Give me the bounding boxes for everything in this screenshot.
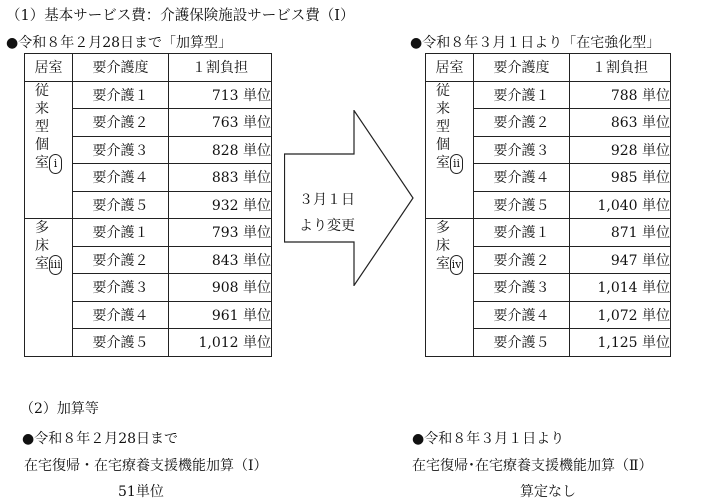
care-level-cell: 要介護３ (73, 274, 169, 302)
room-type-code (49, 154, 62, 174)
addition-after-caption: ●令和８年３月１日より (412, 431, 565, 447)
care-level-cell: 要介護１ (474, 219, 570, 247)
cost-cell: 1,040 単位 (570, 191, 671, 219)
cost-cell: 843 単位 (169, 246, 272, 274)
care-level-cell: 要介護５ (73, 191, 169, 219)
room-type-code (49, 255, 62, 275)
header-room: 居室 (426, 54, 474, 82)
cost-cell: 863 単位 (570, 109, 671, 137)
room-type-char: 型 (35, 118, 49, 135)
care-level-cell: 要介護３ (474, 274, 570, 302)
room-type-char: 室 (436, 256, 450, 272)
header-care-level: 要介護度 (73, 54, 169, 82)
cost-cell: 828 単位 (169, 136, 272, 164)
cost-cell: 947 単位 (570, 246, 671, 274)
cost-cell: 713 単位 (169, 81, 272, 109)
left-table-caption: ●令和８年２月28日まで「加算型」 (6, 35, 233, 51)
cost-cell: 871 単位 (570, 219, 671, 247)
room-type-code-text: ii (452, 156, 461, 170)
room-type-char: 室 (436, 154, 450, 171)
room-type-char: 型 (436, 118, 450, 135)
section-2-heading: （2）加算等 (20, 401, 99, 417)
room-type-label (436, 219, 450, 273)
care-level-cell: 要介護２ (73, 246, 169, 274)
care-level-cell: 要介護５ (474, 191, 570, 219)
cost-cell: 908 単位 (169, 274, 272, 302)
table-header-row (426, 54, 671, 82)
cost-cell: 763 単位 (169, 109, 272, 137)
arrow-label-line1: ３月１日 (299, 192, 355, 208)
table-row (25, 219, 272, 247)
care-level-cell: 要介護１ (474, 81, 570, 109)
cost-cell: 883 単位 (169, 164, 272, 192)
care-level-cell: 要介護４ (474, 301, 570, 329)
table-row (426, 81, 671, 109)
section-1-heading: （1）基本サービス費：介護保険施設サービス費（Ⅰ） (6, 8, 355, 24)
cost-cell: 1,012 単位 (169, 329, 272, 357)
room-type-code-text: i (53, 156, 58, 170)
room-type-label (35, 82, 49, 172)
room-type-char: 床 (436, 238, 450, 254)
table-row (25, 81, 272, 109)
room-type-char: 従 (436, 82, 450, 99)
care-level-cell: 要介護４ (474, 164, 570, 192)
right-table-caption: ●令和８年３月１日より「在宅強化型」 (410, 35, 661, 51)
arrow-label (292, 187, 362, 239)
addition-before-caption: ●令和８年２月28日まで (22, 431, 179, 447)
room-type-code-text: iii (50, 258, 61, 271)
care-level-cell: 要介護２ (474, 246, 570, 274)
room-type-label (436, 82, 450, 172)
care-level-cell: 要介護４ (73, 164, 169, 192)
care-level-cell: 要介護１ (73, 219, 169, 247)
room-type-code-text: iv (451, 258, 462, 271)
addition-after-value: 算定なし (520, 484, 576, 500)
cost-cell: 961 単位 (169, 301, 272, 329)
header-room: 居室 (25, 54, 73, 82)
cost-cell: 793 単位 (169, 219, 272, 247)
room-type-code (450, 255, 463, 275)
care-level-cell: 要介護４ (73, 301, 169, 329)
addition-before-value: 51単位 (118, 484, 164, 500)
room-type-label (35, 219, 49, 273)
cost-cell: 1,072 単位 (570, 301, 671, 329)
header-cost: １割負担 (570, 54, 671, 82)
care-level-cell: 要介護５ (73, 329, 169, 357)
cost-cell: 928 単位 (570, 136, 671, 164)
room-type-char: 室 (35, 256, 49, 272)
room-type-char: 床 (35, 238, 49, 254)
header-care-level: 要介護度 (474, 54, 570, 82)
cost-cell: 788 単位 (570, 81, 671, 109)
room-type-cell (426, 81, 474, 219)
care-level-cell: 要介護２ (73, 109, 169, 137)
cost-cell: 1,125 単位 (570, 329, 671, 357)
room-type-char: 多 (35, 220, 49, 236)
cost-cell: 1,014 単位 (570, 274, 671, 302)
arrow-label-line2: より変更 (299, 218, 355, 234)
cost-cell: 985 単位 (570, 164, 671, 192)
cost-cell: 932 単位 (169, 191, 272, 219)
care-level-cell: 要介護２ (474, 109, 570, 137)
header-cost: １割負担 (169, 54, 272, 82)
room-type-char: 個 (436, 136, 450, 153)
room-type-cell (25, 81, 73, 219)
care-level-cell: 要介護５ (474, 329, 570, 357)
addition-after-name: 在宅復帰･在宅療養支援機能加算（Ⅱ） (412, 458, 653, 474)
room-type-code (450, 154, 463, 174)
fee-table-after (425, 53, 671, 357)
care-level-cell: 要介護１ (73, 81, 169, 109)
room-type-char: 来 (35, 100, 49, 117)
table-row (426, 219, 671, 247)
table-header-row (25, 54, 272, 82)
care-level-cell: 要介護３ (474, 136, 570, 164)
room-type-char: 来 (436, 100, 450, 117)
room-type-cell (25, 219, 73, 357)
room-type-char: 従 (35, 82, 49, 99)
fee-table-before (24, 53, 272, 357)
room-type-char: 多 (436, 220, 450, 236)
care-level-cell: 要介護３ (73, 136, 169, 164)
room-type-cell (426, 219, 474, 357)
addition-before-name: 在宅復帰・在宅療養支援機能加算（Ⅰ） (24, 458, 268, 474)
room-type-char: 個 (35, 136, 49, 153)
room-type-char: 室 (35, 154, 49, 171)
